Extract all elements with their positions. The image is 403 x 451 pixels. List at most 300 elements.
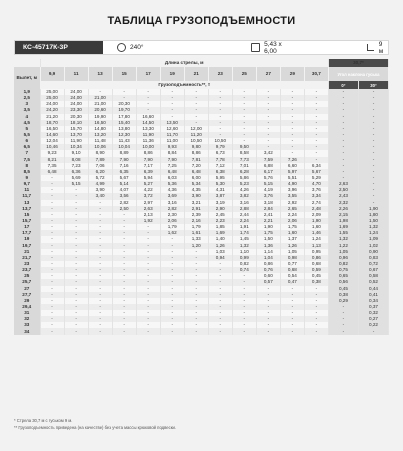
capacity-cell: - xyxy=(136,298,160,304)
capacity-cell: 16,60 xyxy=(136,114,160,120)
capacity-cell: - xyxy=(328,322,358,328)
capacity-cell: 3,42 xyxy=(256,150,280,156)
capacity-cell: 0,54 xyxy=(280,273,304,279)
capacity-cell: 6,39 xyxy=(136,169,160,175)
capacity-cell: 1,40 xyxy=(208,236,232,242)
capacity-cell: 12,00 xyxy=(184,126,208,132)
capacity-cell: - xyxy=(208,316,232,322)
capacity-cell: - xyxy=(160,328,184,334)
boom-length-3: 15 xyxy=(112,67,136,81)
capacity-cell: 7,89 xyxy=(88,157,112,163)
capacity-cell: - xyxy=(136,249,160,255)
capacity-cell: - xyxy=(64,322,88,328)
capacity-cell: 1,69 xyxy=(208,230,232,236)
boom-length-6: 21 xyxy=(184,67,208,81)
capacity-cell: 3,96 xyxy=(280,187,304,193)
capacity-cell: - xyxy=(64,292,88,298)
capacity-cell: 7,25 xyxy=(160,163,184,169)
capacity-cell: - xyxy=(88,322,112,328)
capacity-cell: 5,15 xyxy=(256,181,280,187)
capacity-cell: - xyxy=(256,95,280,101)
capacity-cell: 0,56 xyxy=(328,279,358,285)
capacity-header-row xyxy=(14,81,389,89)
capacity-cell: - xyxy=(88,292,112,298)
capacity-cell: 3,90 xyxy=(88,187,112,193)
capacity-cell: - xyxy=(40,249,64,255)
capacity-cell: 1,75 xyxy=(256,230,280,236)
capacity-cell: - xyxy=(328,89,358,95)
boom-length-2: 13 xyxy=(88,67,112,81)
boom-length-9: 27 xyxy=(256,67,280,81)
capacity-cell: - xyxy=(184,101,208,107)
radius-cell: 8,5 xyxy=(14,169,40,175)
capacity-cell: 13,80 xyxy=(112,126,136,132)
capacity-cell: 6,35 xyxy=(112,169,136,175)
capacity-cell: 3,21 xyxy=(184,200,208,206)
capacity-cell: 1,32 xyxy=(232,243,256,249)
capacity-cell: - xyxy=(112,249,136,255)
capacity-cell: 9,80 xyxy=(184,144,208,150)
capacity-cell: 1,32 xyxy=(328,236,358,242)
capacity-cell: 0,27 xyxy=(358,316,388,322)
capacity-cell: - xyxy=(358,150,388,156)
capacity-cell: - xyxy=(232,286,256,292)
capacity-cell: 2,24 xyxy=(280,212,304,218)
capacity-cell: 0,60 xyxy=(256,273,280,279)
capacity-cell: 7,59 xyxy=(256,157,280,163)
capacity-cell: - xyxy=(184,89,208,95)
capacity-cell: 5,94 xyxy=(136,175,160,181)
capacity-cell: - xyxy=(208,322,232,328)
capacity-cell: 2,21 xyxy=(256,218,280,224)
capacity-cell: - xyxy=(358,144,388,150)
capacity-cell: 0,41 xyxy=(358,292,388,298)
capacity-cell: - xyxy=(232,138,256,144)
capacity-cell: 2,06 xyxy=(280,218,304,224)
capacity-cell: - xyxy=(136,261,160,267)
capacity-cell: - xyxy=(304,114,328,120)
radius-cell: 33 xyxy=(14,322,40,328)
capacity-cell: - xyxy=(160,279,184,285)
radius-cell: 23,7 xyxy=(14,267,40,273)
capacity-cell: - xyxy=(256,298,280,304)
capacity-cell: - xyxy=(256,286,280,292)
capacity-cell: 4,99 xyxy=(88,181,112,187)
capacity-cell: 7,20 xyxy=(184,163,208,169)
capacity-cell: 0,47 xyxy=(280,279,304,285)
capacity-cell: - xyxy=(136,279,160,285)
capacity-cell: - xyxy=(358,200,388,206)
capacity-cell: 1,55 xyxy=(328,230,358,236)
radius-cell: 34 xyxy=(14,328,40,334)
capacity-cell: - xyxy=(64,328,88,334)
radius-cell: 13 xyxy=(14,200,40,206)
capacity-cell: - xyxy=(160,255,184,261)
capacity-cell: - xyxy=(88,304,112,310)
capacity-cell: - xyxy=(328,95,358,101)
capacity-cell: 2,63 xyxy=(136,206,160,212)
capacity-cell: 0,65 xyxy=(328,273,358,279)
capacity-cell: - xyxy=(64,298,88,304)
capacity-cell: 0,90 xyxy=(358,249,388,255)
radius-cell: 25,7 xyxy=(14,279,40,285)
capacity-cell: - xyxy=(304,89,328,95)
capacity-cell: 6,36 xyxy=(64,169,88,175)
capacity-cell: 2,90 xyxy=(208,206,232,212)
capacity-cell: - xyxy=(358,169,388,175)
capacity-cell: - xyxy=(304,150,328,156)
capacity-cell: - xyxy=(328,175,358,181)
capacity-cell: - xyxy=(160,267,184,273)
capacity-cell: - xyxy=(136,286,160,292)
capacity-cell: - xyxy=(64,286,88,292)
capacity-cell: - xyxy=(184,328,208,334)
capacity-cell: - xyxy=(64,267,88,273)
capacity-cell: 8,21 xyxy=(40,157,64,163)
capacity-cell: 1,46 xyxy=(304,230,328,236)
capacity-cell: 12,04 xyxy=(40,138,64,144)
radius-cell: 29 xyxy=(14,298,40,304)
capacity-cell: - xyxy=(208,101,232,107)
capacity-cell: - xyxy=(88,224,112,230)
capacity-cell: - xyxy=(40,200,64,206)
capacity-cell: 0,74 xyxy=(232,267,256,273)
capacity-cell: - xyxy=(304,292,328,298)
capacity-cell: 3,82 xyxy=(232,193,256,199)
capacity-cell: 0,96 xyxy=(328,255,358,261)
capacity-cell: - xyxy=(208,304,232,310)
capacity-cell: 1,03 xyxy=(208,249,232,255)
capacity-cell: - xyxy=(112,304,136,310)
capacity-cell: 24,00 xyxy=(40,101,64,107)
capacity-cell: - xyxy=(40,206,64,212)
capacity-cell: 0,59 xyxy=(304,267,328,273)
capacity-cell: - xyxy=(280,101,304,107)
capacity-cell: - xyxy=(208,267,232,273)
capacity-cell: - xyxy=(328,150,358,156)
capacity-cell: - xyxy=(136,310,160,316)
capacity-cell: 10,00 xyxy=(136,144,160,150)
capacity-cell: 2,63 xyxy=(328,181,358,187)
capacity-cell: - xyxy=(112,243,136,249)
capacity-cell: - xyxy=(232,101,256,107)
capacity-cell: 6,03 xyxy=(160,175,184,181)
capacity-cell: - xyxy=(358,114,388,120)
radius-cell: 19,7 xyxy=(14,243,40,249)
capacity-cell: - xyxy=(64,236,88,242)
capacity-cell: 2,41 xyxy=(256,212,280,218)
capacity-cell: 2,65 xyxy=(280,206,304,212)
capacity-cell: 19,90 xyxy=(88,114,112,120)
capacity-cell: 2,44 xyxy=(232,212,256,218)
capacity-cell: - xyxy=(136,236,160,242)
capacity-cell: 1,79 xyxy=(184,224,208,230)
capacity-cell: 1,90 xyxy=(256,224,280,230)
capacity-cell: - xyxy=(304,286,328,292)
capacity-cell: - xyxy=(88,249,112,255)
capacity-cell: 6,60 xyxy=(280,163,304,169)
capacity-cell: - xyxy=(64,212,88,218)
capacity-cell: - xyxy=(136,304,160,310)
capacity-cell: 16,50 xyxy=(88,120,112,126)
capacity-cell: 1,02 xyxy=(358,243,388,249)
capacity-cell: - xyxy=(136,107,160,113)
capacity-cell: - xyxy=(304,126,328,132)
capacity-cell: 1,05 xyxy=(280,249,304,255)
capacity-cell: 0,72 xyxy=(358,261,388,267)
capacity-cell: - xyxy=(112,261,136,267)
capacity-cell: 0,45 xyxy=(328,286,358,292)
capacity-cell: - xyxy=(160,95,184,101)
capacity-cell: 11,90 xyxy=(64,138,88,144)
capacity-cell: - xyxy=(232,107,256,113)
jib-icon xyxy=(366,43,374,52)
capacity-cell: 1,50 xyxy=(358,218,388,224)
capacity-cell: 2,16 xyxy=(184,218,208,224)
capacity-cell: - xyxy=(256,132,280,138)
capacity-cell: - xyxy=(280,132,304,138)
capacity-cell: 8,86 xyxy=(184,150,208,156)
capacity-cell: - xyxy=(160,304,184,310)
radius-cell: 27,7 xyxy=(14,292,40,298)
capacity-cell: 5,69 xyxy=(64,175,88,181)
capacity-cell: 1,09 xyxy=(358,236,388,242)
capacity-cell: - xyxy=(256,120,280,126)
capacity-cell: - xyxy=(280,304,304,310)
capacity-cell: - xyxy=(40,193,64,199)
capacity-cell: 0,94 xyxy=(208,255,232,261)
capacity-cell: 2,50 xyxy=(328,187,358,193)
capacity-cell: 2,15 xyxy=(328,212,358,218)
capacity-cell: - xyxy=(304,316,328,322)
capacity-cell: 1,92 xyxy=(136,218,160,224)
capacity-cell: 1,04 xyxy=(256,255,280,261)
capacity-cell: 4,70 xyxy=(304,181,328,187)
capacity-cell: 5,15 xyxy=(64,181,88,187)
capacity-cell: 0,86 xyxy=(256,261,280,267)
capacity-cell: 10,06 xyxy=(88,144,112,150)
capacity-cell: 13,50 xyxy=(160,120,184,126)
capacity-cell: - xyxy=(256,101,280,107)
capacity-cell: - xyxy=(88,328,112,334)
capacity-cell: - xyxy=(40,255,64,261)
capacity-cell: - xyxy=(88,212,112,218)
capacity-cell: 24,00 xyxy=(64,89,88,95)
capacity-cell: 1,10 xyxy=(232,249,256,255)
boom-length-0: 9,9 xyxy=(40,67,64,81)
capacity-cell: 21,00 xyxy=(88,95,112,101)
capacity-cell: 5,97 xyxy=(280,169,304,175)
radius-cell: 13,7 xyxy=(14,206,40,212)
capacity-cell: - xyxy=(160,292,184,298)
capacity-cell: 3,56 xyxy=(112,193,136,199)
capacity-cell: 1,90 xyxy=(358,206,388,212)
footnotes xyxy=(14,417,176,431)
capacity-cell: - xyxy=(358,138,388,144)
radius-cell: 25 xyxy=(14,273,40,279)
outrigger-value: 5,43 x 6,00 xyxy=(264,40,282,55)
capacity-cell: 21,20 xyxy=(40,114,64,120)
capacity-cell: 11,43 xyxy=(112,138,136,144)
capacity-cell: - xyxy=(208,107,232,113)
capacity-table xyxy=(14,59,389,335)
capacity-cell: 14,80 xyxy=(88,126,112,132)
capacity-cell: 2,32 xyxy=(328,200,358,206)
capacity-cell: 6,00 xyxy=(184,175,208,181)
capacity-cell: 2,82 xyxy=(160,206,184,212)
capacity-cell: - xyxy=(64,200,88,206)
capacity-cell: - xyxy=(256,292,280,298)
capacity-cell: 9,50 xyxy=(232,144,256,150)
capacity-cell: 6,34 xyxy=(304,163,328,169)
capacity-cell: - xyxy=(256,304,280,310)
capacity-cell: - xyxy=(304,120,328,126)
capacity-cell: - xyxy=(160,107,184,113)
capacity-cell: 25,00 xyxy=(40,95,64,101)
capacity-cell: - xyxy=(136,89,160,95)
radius-cell: 6,5 xyxy=(14,144,40,150)
capacity-cell: - xyxy=(112,316,136,322)
capacity-cell: - xyxy=(328,138,358,144)
capacity-cell: 24,00 xyxy=(64,95,88,101)
capacity-cell: - xyxy=(208,120,232,126)
capacity-cell: 3,18 xyxy=(256,200,280,206)
capacity-cell: 10,46 xyxy=(40,144,64,150)
capacity-cell: - xyxy=(64,261,88,267)
capacity-cell: 7,01 xyxy=(232,163,256,169)
capacity-cell: 0,29 xyxy=(328,298,358,304)
capacity-cell: 5,67 xyxy=(112,175,136,181)
capacity-cell: - xyxy=(136,243,160,249)
capacity-cell: - xyxy=(136,95,160,101)
capacity-cell: 6,20 xyxy=(88,169,112,175)
capacity-cell: - xyxy=(280,107,304,113)
capacity-cell: - xyxy=(64,218,88,224)
capacity-cell: 9,93 xyxy=(160,144,184,150)
capacity-cell: 2,91 xyxy=(184,206,208,212)
capacity-cell: 14,60 xyxy=(40,132,64,138)
capacity-cell: 2,09 xyxy=(304,212,328,218)
capacity-cell: 3,76 xyxy=(256,193,280,199)
capacity-cell: 4,19 xyxy=(256,187,280,193)
capacity-cell: 2,74 xyxy=(304,200,328,206)
capacity-cell: - xyxy=(184,316,208,322)
capacity-cell: 7,16 xyxy=(112,163,136,169)
capacity-cell: 1,26 xyxy=(208,243,232,249)
capacity-cell: - xyxy=(256,310,280,316)
capacity-cell: - xyxy=(208,261,232,267)
capacity-cell: - xyxy=(232,310,256,316)
capacity-cell: - xyxy=(184,304,208,310)
capacity-cell: 3,76 xyxy=(304,187,328,193)
capacity-cell: - xyxy=(184,310,208,316)
capacity-cell: 13,70 xyxy=(64,132,88,138)
capacity-cell: - xyxy=(304,322,328,328)
capacity-cell: 20,60 xyxy=(88,107,112,113)
capacity-cell: 6,48 xyxy=(184,169,208,175)
capacity-cell: 2,45 xyxy=(208,212,232,218)
capacity-cell: - xyxy=(184,298,208,304)
capacity-cell: 13,20 xyxy=(88,132,112,138)
capacity-cell: 2,39 xyxy=(184,212,208,218)
capacity-cell: 0,67 xyxy=(358,267,388,273)
capacity-cell: 1,05 xyxy=(328,249,358,255)
capacity-cell: 0,68 xyxy=(304,261,328,267)
capacity-cell: - xyxy=(40,187,64,193)
capacity-cell: 11,20 xyxy=(184,132,208,138)
capacity-cell: - xyxy=(358,157,388,163)
capacity-cell: 0,75 xyxy=(328,267,358,273)
capacity-cell: 1,60 xyxy=(280,230,304,236)
capacity-cell: 6,48 xyxy=(40,169,64,175)
capacity-cell: - xyxy=(208,132,232,138)
capacity-cell: - xyxy=(208,89,232,95)
capacity-cell: - xyxy=(328,107,358,113)
capacity-cell: - xyxy=(208,126,232,132)
boom-length-11: 30,7 xyxy=(304,67,328,81)
capacity-cell: - xyxy=(40,310,64,316)
capacity-cell: - xyxy=(160,236,184,242)
radius-cell: 32 xyxy=(14,316,40,322)
capacity-cell: 11,90 xyxy=(136,132,160,138)
capacity-cell: 15,70 xyxy=(64,126,88,132)
capacity-cell: 9,79 xyxy=(208,144,232,150)
capacity-cell: - xyxy=(64,193,88,199)
capacity-cell: 2,24 xyxy=(232,218,256,224)
capacity-cell: 8,84 xyxy=(160,150,184,156)
capacity-cell: - xyxy=(328,101,358,107)
capacity-cell: 0,82 xyxy=(328,261,358,267)
capacity-cell: 6,38 xyxy=(208,169,232,175)
radius-cell: 7,5 xyxy=(14,157,40,163)
capacity-cell: 0,95 xyxy=(304,249,328,255)
capacity-cell: - xyxy=(328,163,358,169)
capacity-cell: 3,34 xyxy=(304,193,328,199)
capacity-cell: 1,20 xyxy=(184,243,208,249)
radius-cell: 23 xyxy=(14,261,40,267)
capacity-cell: - xyxy=(136,273,160,279)
radius-cell: 9 xyxy=(14,175,40,181)
capacity-cell: - xyxy=(112,230,136,236)
radius-cell: 5 xyxy=(14,126,40,132)
capacity-cell: 19,70 xyxy=(112,107,136,113)
capacity-cell: 6,28 xyxy=(232,169,256,175)
capacity-cell: - xyxy=(64,255,88,261)
capacity-cell: - xyxy=(112,236,136,242)
capacity-cell: - xyxy=(88,255,112,261)
capacity-cell: 0,44 xyxy=(358,286,388,292)
rotation-spec xyxy=(109,43,143,52)
boom-length-label: Длина стрелы, м xyxy=(40,59,328,67)
capacity-cell: 2,82 xyxy=(112,200,136,206)
capacity-cell: 7,90 xyxy=(136,157,160,163)
capacity-cell: 0,68 xyxy=(280,267,304,273)
capacity-cell: - xyxy=(160,114,184,120)
capacity-cell: - xyxy=(208,298,232,304)
capacity-cell: - xyxy=(136,255,160,261)
capacity-cell: - xyxy=(304,144,328,150)
capacity-cell: - xyxy=(112,89,136,95)
capacity-cell: - xyxy=(136,101,160,107)
capacity-cell: - xyxy=(112,328,136,334)
capacity-cell: 4,31 xyxy=(208,187,232,193)
boom-length-10: 29 xyxy=(280,67,304,81)
capacity-cell: - xyxy=(358,193,388,199)
capacity-cell: 4,36 xyxy=(160,187,184,193)
capacity-cell: 5,30 xyxy=(208,181,232,187)
capacity-cell: 3,87 xyxy=(208,193,232,199)
capacity-cell: 3,40 xyxy=(88,193,112,199)
